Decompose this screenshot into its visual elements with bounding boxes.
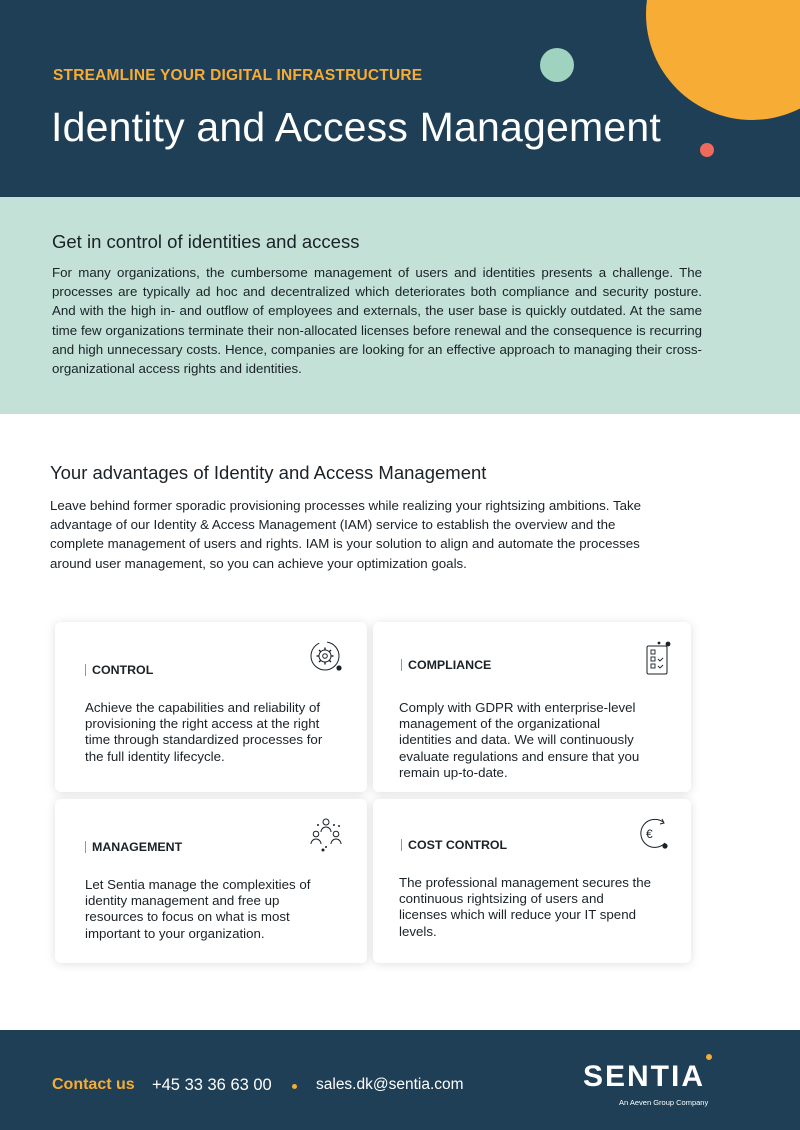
card-text: Achieve the capabilities and reliability of provisioning the right access at the right time through standardized processes for the full identity lifecycle. (85, 700, 323, 764)
logo-dot (706, 1054, 712, 1060)
card-text: The professional management secures the continuous rightsizing of users and licenses which will reduce your IT spend levels. (399, 875, 652, 939)
intro-section (0, 197, 800, 414)
page-title: Identity and Access Management (51, 104, 661, 150)
contact-email[interactable]: sales.dk@sentia.com (316, 1076, 464, 1093)
checklist-icon (643, 640, 679, 680)
euro-icon (635, 817, 675, 855)
sentia-logo: SENTIA (583, 1060, 706, 1093)
decorative-mint-dot (540, 48, 574, 82)
logo-tagline: An Aeven Group Company (619, 1098, 709, 1107)
card-text: Let Sentia manage the complexities of identity management and free up resources to focus on what is most important to your organization. (85, 877, 311, 941)
header-kicker: STREAMLINE YOUR DIGITAL INFRASTRUCTURE (53, 67, 423, 84)
advantages-body: Leave behind former sporadic provisioning processes while realizing your rightsizing ambitions. Take advantage of our Identity & Access Management (IAM) service to establish the overview and the complete management of users and rights. IAM is your solution to align and automate the processes around user management, so you can achieve your optimization goals. (50, 498, 642, 571)
decorative-orange-circle (646, 0, 800, 120)
card-cost-control (373, 799, 691, 963)
intro-heading: Get in control of identities and access (52, 231, 360, 252)
contact-label: Contact us (52, 1076, 135, 1093)
header-banner (0, 0, 800, 197)
separator-dot (292, 1084, 297, 1089)
card-text: Comply with GDPR with enterprise-level management of the organizational identities and data. We will continuously evaluate regulations and ensure that you remain up-to-date. (399, 700, 640, 780)
gear-icon (307, 638, 347, 678)
card-label: COMPLIANCE (401, 659, 491, 671)
contact-phone[interactable]: +45 33 36 63 00 (152, 1076, 272, 1094)
card-label: CONTROL (85, 664, 153, 676)
card-control (55, 622, 367, 792)
card-label: COST CONTROL (401, 839, 507, 851)
card-label: MANAGEMENT (85, 841, 182, 853)
card-management (55, 799, 367, 963)
decorative-coral-dot (700, 143, 714, 157)
footer (0, 1030, 800, 1130)
intro-body: For many organizations, the cumbersome management of users and identities presents a challenge. The processes are typically ad hoc and decentralized which deteriorates both compliance and security posture. And with the high in- and outflow of employees and externals, the user base is quickly outdated. At the same time few organizations terminate their non-allocated licenses before renewal and the consequence is recurring and high unnecessary costs. Hence, companies are looking for an effective approach to managing their cross-organizational access rights and identities. (52, 265, 702, 377)
people-icon (307, 815, 347, 853)
svg-text:€: € (646, 827, 653, 841)
advantages-heading: Your advantages of Identity and Access Management (50, 462, 487, 483)
card-compliance (373, 622, 691, 792)
